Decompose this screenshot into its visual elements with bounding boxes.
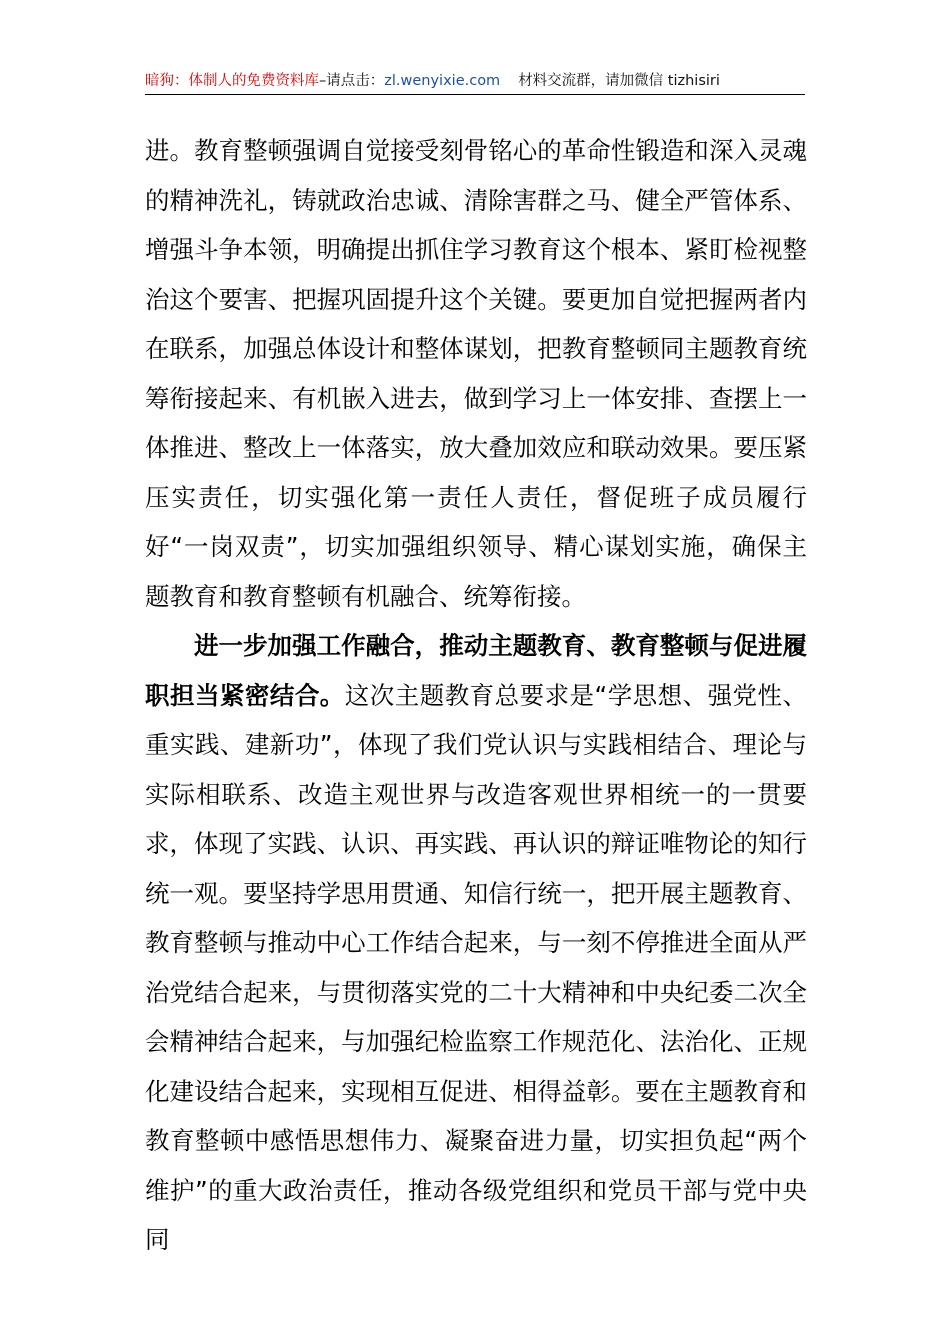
header-divider [145, 94, 805, 95]
paragraph-work-integration [145, 621, 807, 1265]
paragraph-bold-heading: 进一步加强工作融合，推动主题教育、教育整顿与促进履职担当紧密结合。 [145, 631, 807, 710]
header-site-name: 暗狗：体制人的免费资料库 [145, 73, 319, 89]
paragraph-text: 进。教育整顿强调自觉接受刻骨铭心的革命性锻造和深入灵魂的精神洗礼，铸就政治忠诚、清除害群之马、健全严管体系、增强斗争本领，明确提出抓住学习教育这个根本、紧盯检视整治这个要害、把握巩固提升这个关键。要更加自觉把握两者内在联系，加强总体设计和整体谋划，把教育整顿同主题教育统筹衔接起来、有机嵌入进去，做到学习上一体安排、查摆上一体推进、整改上一体落实，放大叠加效应和联动效果。要压紧压实责任，切实强化第一责任人责任，督促班子成员履行好“一岗双责”，切实加强组织领导、精心谋划实施，确保主题教育和教育整顿有机融合、统筹衔接。 [145, 136, 807, 611]
header-url-link[interactable]: zl.wenyixie.com [384, 73, 501, 89]
document-body [145, 126, 807, 1265]
header-click-prompt: –请点击： [319, 73, 385, 89]
paragraph-text: 这次主题教育总要求是“学思想、强党性、重实践、建新功”，体现了我们党认识与实践相结合、理论与实际相联系、改造主观世界与改造客观世界相统一的一贯要求，体现了实践、认识、再实践、再认识的辩证唯物论的知行统一观。要坚持学思用贯通、知信行统一，把开展主题教育、教育整顿与推动中心工作结合起来，与一刻不停推进全面从严治党结合起来，与贯彻落实党的二十大精神和中央纪委二次全会精神结合起来，与加强纪检监察工作规范化、法治化、正规化建设结合起来，实现相互促进、相得益彰。要在主题教育和教育整顿中感悟思想伟力、凝聚奋进力量，切实担负起“两个维护”的重大政治责任，推动各级党组织和党员干部与党中央同 [145, 680, 808, 1254]
header-group-note: 材料交流群，请加微信 tizhisiri [518, 73, 720, 89]
paragraph-continued [145, 126, 807, 621]
page-header [145, 70, 805, 92]
